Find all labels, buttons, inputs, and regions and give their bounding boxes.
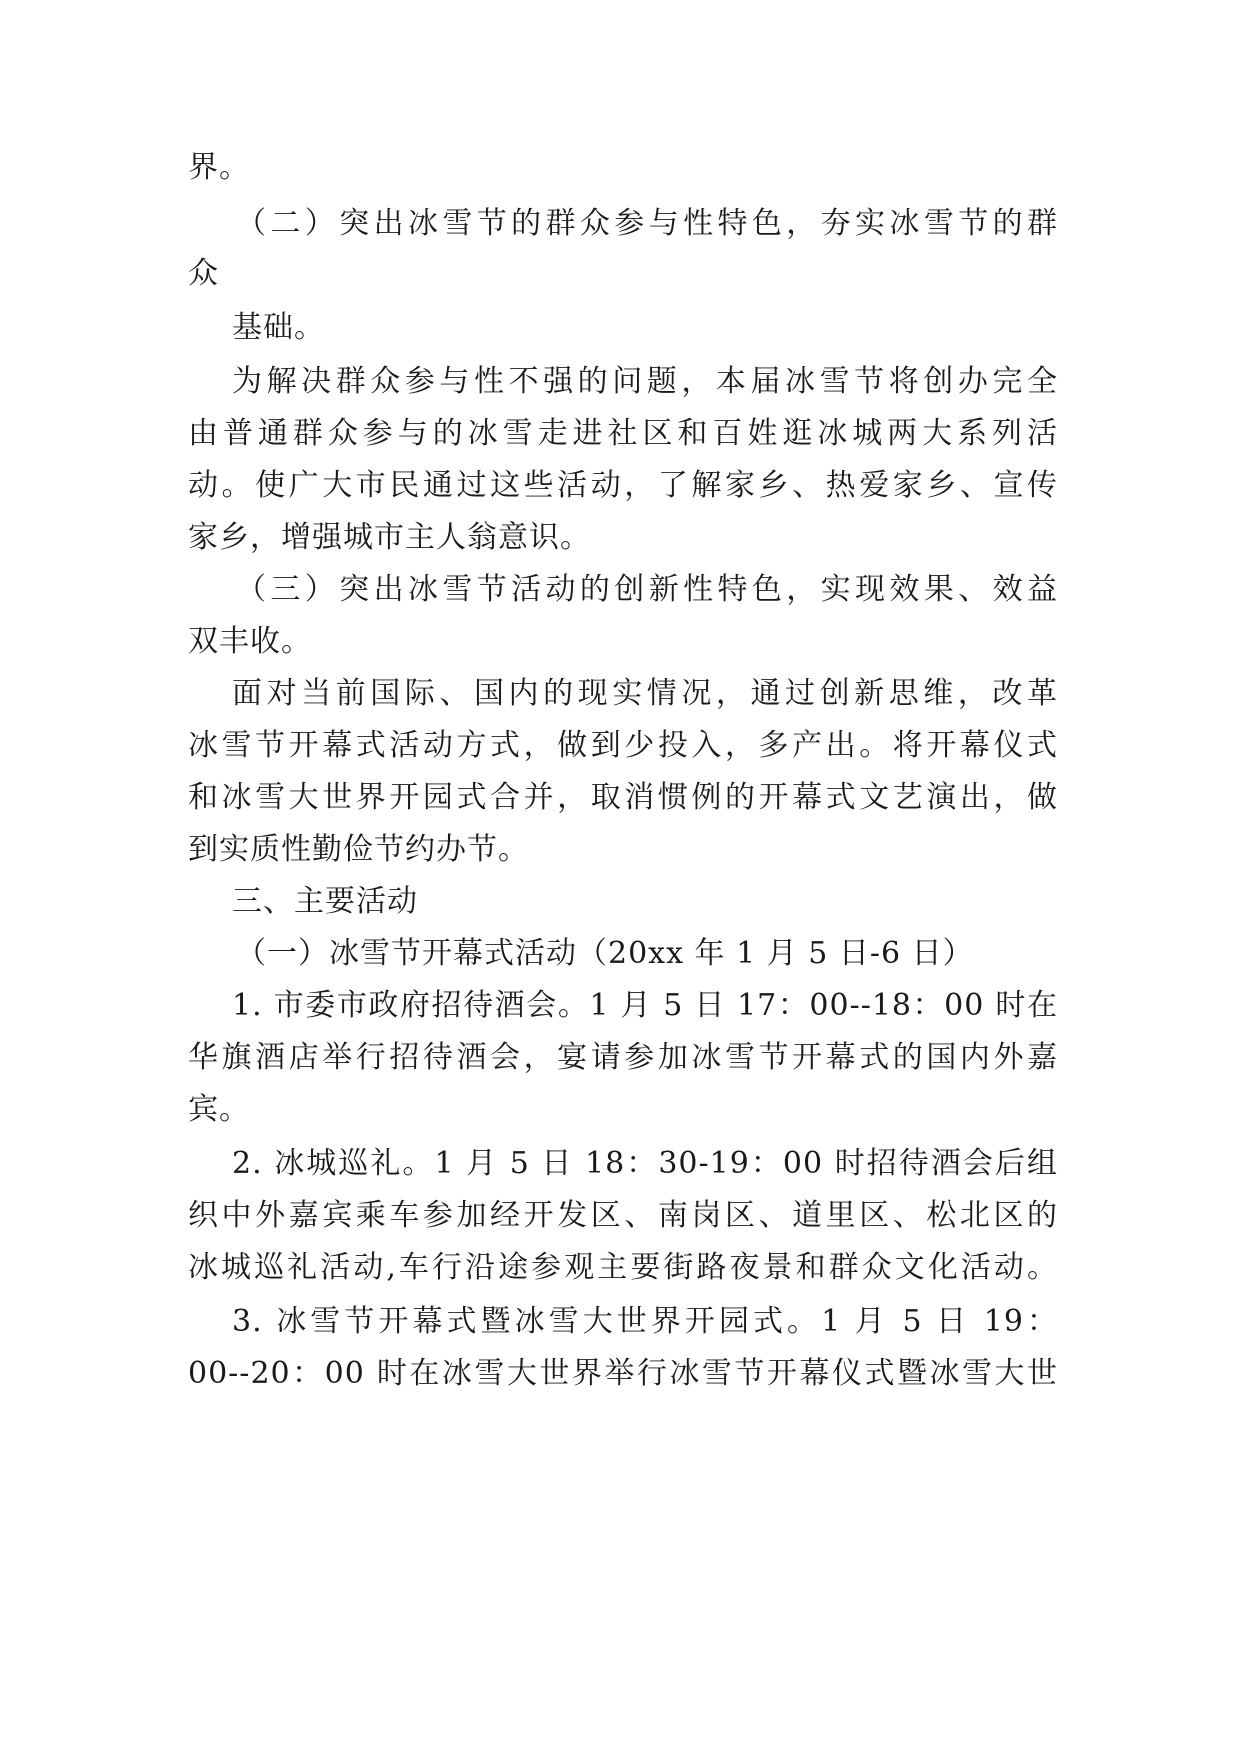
text-line: 冰城巡礼活动,车行沿途参观主要街路夜景和群众文化活动。 [188,1250,1058,1285]
text-line: 由普通群众参与的冰雪走进社区和百姓逛冰城两大系列活 [188,416,1058,451]
text-line: 织中外嘉宾乘车参加经开发区、南岗区、道里区、松北区的 [188,1198,1058,1233]
text-line: 双丰收。 [188,624,312,659]
text-line: 到实质性勤俭节约办节。 [188,832,529,867]
text-line: （二）突出冰雪节的群众参与性特色，夯实冰雪节的群 [236,206,1058,241]
text-line: 动。使广大市民通过这些活动，了解家乡、热爱家乡、宣传 [188,468,1058,503]
text-line: 00--20：00 时在冰雪大世界举行冰雪节开幕仪式暨冰雪大世 [188,1356,1058,1391]
text-line: 家乡，增强城市主人翁意识。 [188,520,591,555]
text-line: 基础。 [232,310,325,345]
text-line: 2. 冰城巡礼。1 月 5 日 18：30-19：00 时招待酒会后组 [232,1146,1058,1181]
text-line: 冰雪节开幕式活动方式，做到少投入，多产出。将开幕仪式 [188,728,1058,763]
text-line: （三）突出冰雪节活动的创新性特色，实现效果、效益 [236,572,1058,607]
subsection-heading: （一）冰雪节开幕式活动（20xx 年 1 月 5 日-6 日） [236,936,974,971]
text-line: 和冰雪大世界开园式合并，取消惯例的开幕式文艺演出，做 [188,780,1058,815]
text-line: 华旗酒店举行招待酒会，宴请参加冰雪节开幕式的国内外嘉 [188,1040,1058,1075]
text-line: 1. 市委市政府招待酒会。1 月 5 日 17：00--18：00 时在 [232,988,1058,1023]
text-line: 为解决群众参与性不强的问题，本届冰雪节将创办完全 [232,364,1058,399]
text-line: 宾。 [188,1092,250,1127]
text-line: 面对当前国际、国内的现实情况，通过创新思维，改革 [232,676,1058,711]
text-line: 3. 冰雪节开幕式暨冰雪大世界开园式。1 月 5 日 19： [232,1304,1058,1339]
text-line: 界。 [188,150,250,185]
text-line: 众 [188,256,219,291]
section-heading: 三、主要活动 [232,884,418,919]
